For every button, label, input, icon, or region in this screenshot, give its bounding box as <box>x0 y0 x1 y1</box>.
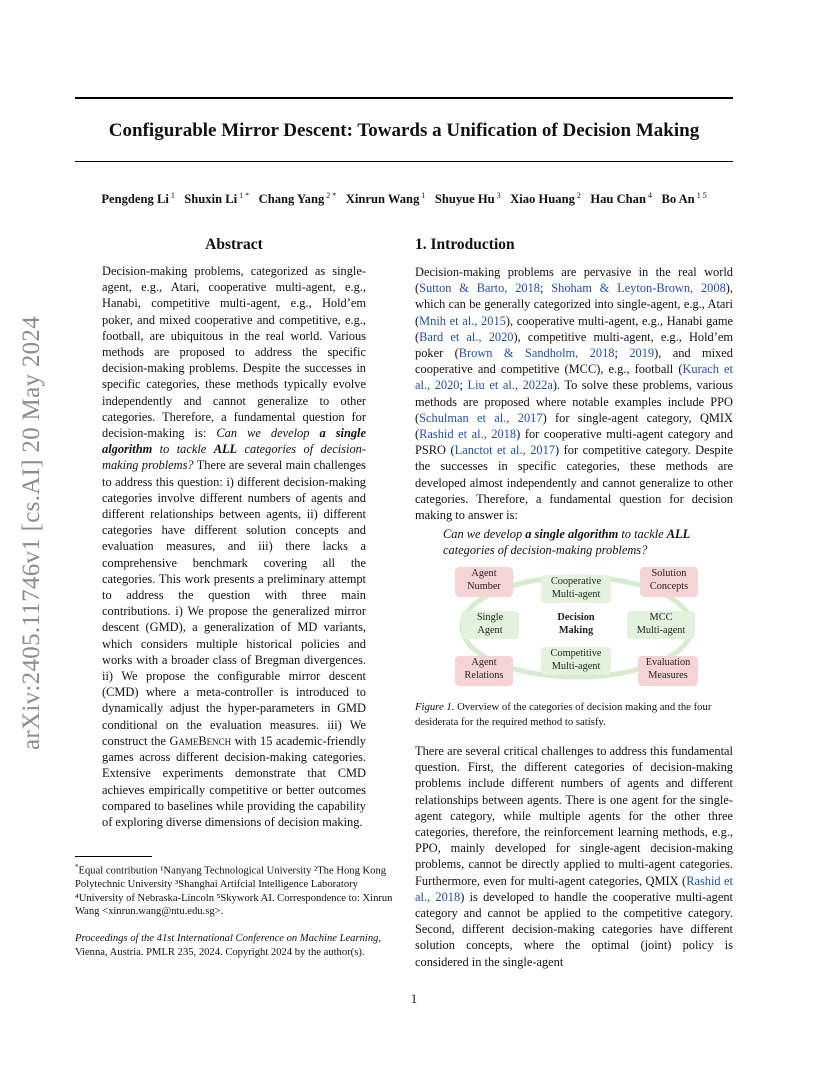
citation-link[interactable]: Schulman et al., 2017 <box>419 410 543 425</box>
body-text: ). To solve these problems, various methods are proposed where notable examples include PPO ( <box>415 378 733 425</box>
box-decision-making: Decision Making <box>557 612 595 636</box>
citation-link[interactable]: Bard et al., 2020 <box>419 329 514 344</box>
box-single-agent: Single Agent <box>461 611 519 639</box>
body-text: ; <box>539 281 552 296</box>
citation-link[interactable]: Lanctot et al., 2017 <box>454 443 555 458</box>
author-name: Chang Yang <box>258 192 325 207</box>
page-number: 1 <box>410 992 418 1006</box>
author-affiliation: 3 <box>494 191 501 200</box>
box-cooperative: Cooperative Multi-agent <box>541 575 611 603</box>
author-name: Shuxin Li <box>184 192 238 207</box>
arxiv-stamp: arXiv:2405.11746v1 [cs.AI] 20 May 2024 <box>18 315 45 750</box>
body-text: Decision-making problems are pervasive in the real world ( <box>415 265 733 296</box>
box-agent-number: Agent Number <box>455 567 513 597</box>
intro-question: Can we develop a single algorithm to tackle ALL categories of decision-making problems? <box>443 527 691 558</box>
body-text: ), cooperative multi-agent, e.g., Hanabi game ( <box>415 313 733 344</box>
author-name: Shuyue Hu <box>434 192 495 207</box>
box-agent-relations: Agent Relations <box>455 656 513 686</box>
body-text: ) for single-agent category, QMIX ( <box>415 410 733 442</box>
author-name: Pengdeng Li <box>101 192 169 207</box>
abstract-question: Can we develop a single algorithm to tackle ALL categories of decision-making problems? <box>102 426 366 473</box>
footnote-proceedings: Proceedings of the 41st International Conference on Machine Learning, Vienna, Austria. PMLR 235, 2024. Copyright 2024 by the author(s). <box>75 933 382 958</box>
author-name: Hau Chan <box>590 192 646 207</box>
author-affiliation: 1 5 <box>694 191 707 200</box>
paper-title: Configurable Mirror Descent: Towards a Unification of Decision Making <box>108 120 700 141</box>
citation-link[interactable]: 2019 <box>629 346 655 361</box>
author-name: Xiao Huang <box>510 192 575 207</box>
gamebench-name: GameBench <box>169 733 232 748</box>
abstract-text-2: There are several main challenges to address this question: i) different decision-making categories involve different numbers of agents and different relationships between agents, ii) different categories have different solution concepts and evaluation measures, and iii) there lacks a comprehensive benchmark covering all the categories. This work presents a preliminary attempt to address the question with three main contributions. i) We propose the generalized mirror descent (GMD), a generalization of MD variants, which considers multiple historical policies and works with a broader class of Bregman divergences. ii) We propose the configurable mirror descent (CMD) where a meta-controller is introduced to dynamically adjust the hyper-parameters in GMD conditional on the evaluation measures. iii) We construct the <box>102 458 366 748</box>
figure-1-diagram <box>455 564 700 690</box>
abstract-body <box>102 263 366 830</box>
box-solution-concepts: Solution Concepts <box>640 567 698 597</box>
author-name: Xinrun Wang <box>345 192 420 207</box>
body-text: ), which can be generally categorized into single-agent, e.g., Atari ( <box>415 281 733 328</box>
body-text: ) is developed to handle the cooperative multi-agent category and cannot be applied to the competitive category. Second, different decision-making categories have different solution concepts, where the optimal (joint) policy is considered in the single-agent <box>415 889 733 969</box>
intro-paragraph-2 <box>415 743 733 970</box>
citation-link[interactable]: Rashid et al., 2018 <box>415 873 733 904</box>
citation-link[interactable]: Kurach et al., 2020 <box>415 362 733 393</box>
box-mcc: MCC Multi-agent <box>627 611 695 639</box>
intro-paragraph-1 <box>415 264 733 523</box>
author-affiliation: 1 <box>168 191 175 200</box>
author-name: Bo An <box>661 192 695 207</box>
author-affiliation: 1 <box>419 191 426 200</box>
citation-link[interactable]: Shoham & Leyton-Brown, 2008 <box>551 281 726 296</box>
abstract-text-1: Decision-making problems, categorized as single-agent, e.g., Atari, cooperative multi-agent, e.g., Hanabi, competitive multi-agent, e.g., Hold’em poker, and mixed cooperative and competitive, e.g., football, are ubiquitous in the real world. Various methods are proposed to address the specific decision-making problems. Despite the successes in specific categories, these methods typically evolve independently and cannot generalize to other categories. Therefore, a fundamental question for decision-making is: <box>102 264 366 441</box>
author-affiliation: 1 * <box>237 191 250 200</box>
abstract-text-3: with 15 academic-friendly games across different decision-making categories. Extensive experiments demonstrate that CMD achieves empirically competitive or better outcomes compared to baselines while providing the capability of exploring diverse dimensions of decision making. <box>102 733 366 829</box>
author-affiliation: 4 <box>645 191 652 200</box>
figure-1-caption: Figure 1. Overview of the categories of decision making and the four desiderata for the required method to satisfy. <box>415 701 712 728</box>
body-text: There are several critical challenges to address this fundamental question. First, the different categories of decision-making problems include different numbers of agents and different relationships between agents. There is one agent for the single-agent category, while multiple agents for the other three categories, therefore, the reinforcement learning methods, e.g., PPO, mainly developed for single-agent decision-making problems, cannot be directly applied to multi-agent categories. Furthermore, even for multi-agent categories, QMIX ( <box>415 744 733 888</box>
footnote-affiliations: *Equal contribution ¹Nanyang Technological University ²The Hong Kong Polytechnic University ³Shanghai Artifcial Intelligence Laboratory ⁴University of Nebraska-Lincoln ⁵Skywork AI. Correspondence to: Xinrun Wang <xinrun.wang@ntu.edu.sg>. <box>75 863 393 918</box>
abstract-heading: Abstract <box>205 236 263 253</box>
citation-link[interactable]: Mnih et al., 2015 <box>419 313 506 328</box>
footnote-rule <box>75 856 152 857</box>
body-text: ), and mixed cooperative and competitive (MCC), e.g., football ( <box>415 346 734 377</box>
author-affiliation: 2 <box>574 191 581 200</box>
box-competitive: Competitive Multi-agent <box>541 647 611 675</box>
author-list <box>75 191 733 207</box>
intro-heading: 1. Introduction <box>415 236 515 253</box>
citation-link[interactable]: Liu et al., 2022a <box>467 378 553 393</box>
body-text: ; <box>614 346 630 361</box>
body-text: ) for competitive category. Despite the successes in specific categories, these methods are developed almost independently and cannot generalize to other categories. Therefore, a fundamental question for decision making to answer is: <box>415 443 734 523</box>
box-evaluation-measures: Evaluation Measures <box>638 656 698 686</box>
citation-link[interactable]: Sutton & Barto, 2018 <box>419 281 540 296</box>
title-rule-bottom <box>75 161 733 162</box>
author-affiliation: 2 * <box>324 191 337 200</box>
citation-link[interactable]: Rashid et al., 2018 <box>419 427 517 442</box>
body-text: ; <box>459 378 468 393</box>
body-text: ) for cooperative multi-agent category and PSRO ( <box>415 427 734 458</box>
body-text: ), competitive multi-agent, e.g., Hold’em poker ( <box>415 329 733 361</box>
citation-link[interactable]: Brown & Sandholm, 2018 <box>458 346 615 361</box>
title-rule-top <box>75 97 733 99</box>
